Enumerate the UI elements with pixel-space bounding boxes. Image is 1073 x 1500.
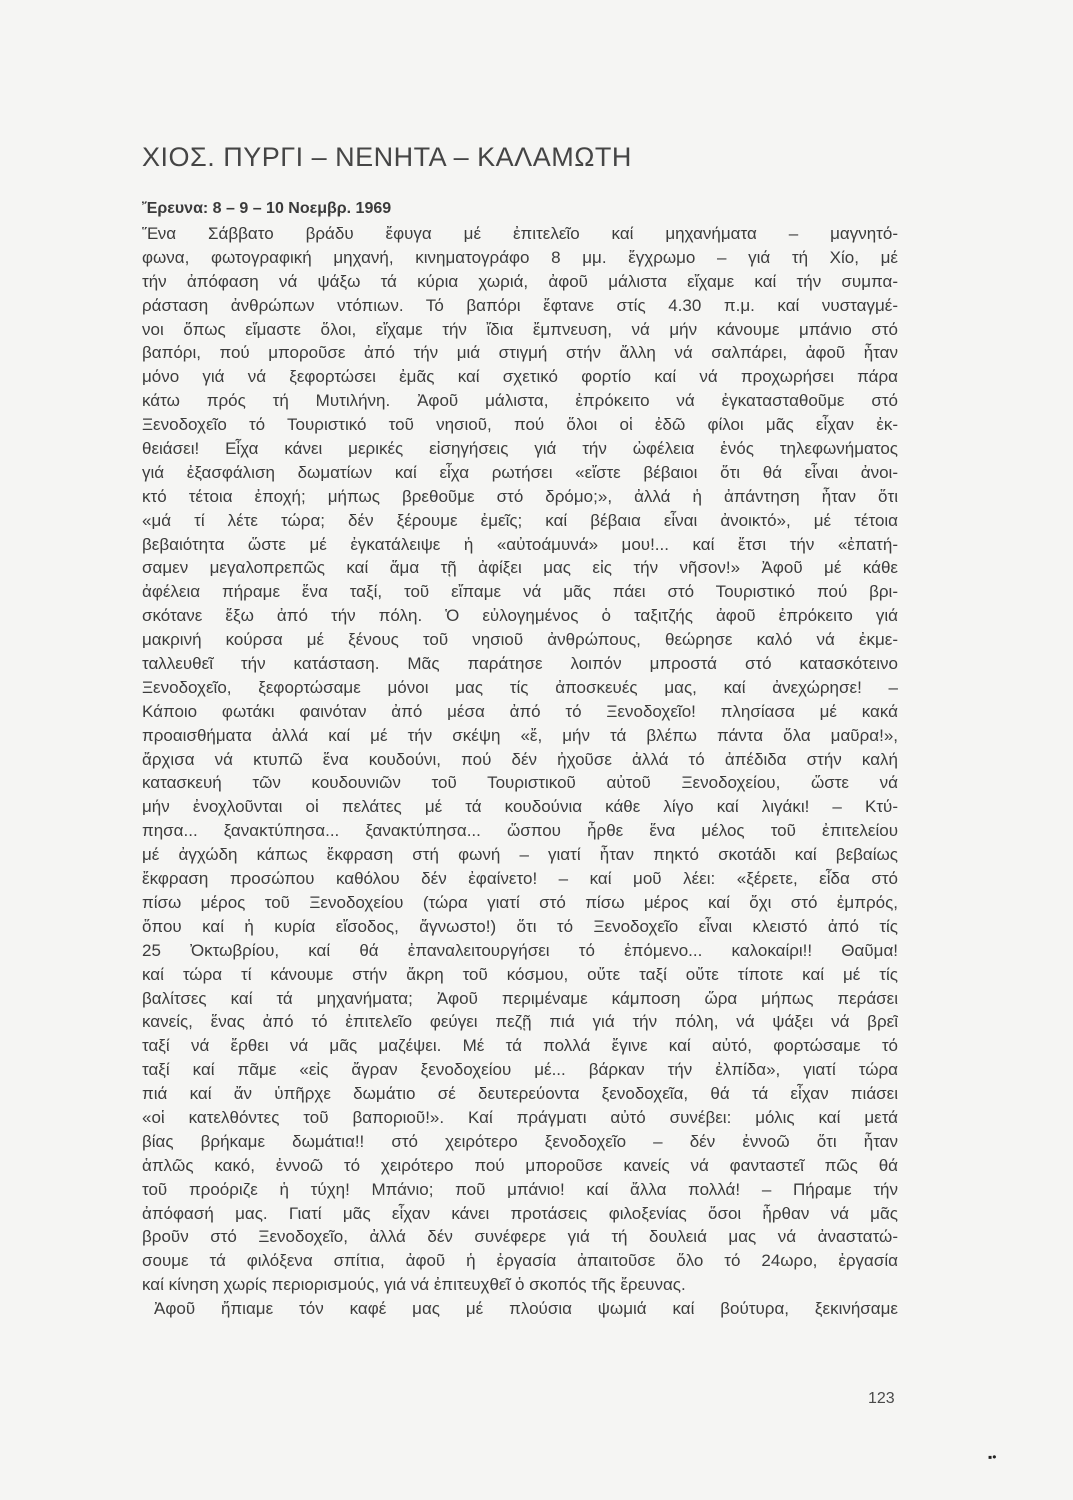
body-line: πιά καί ἄν ὑπῆρχε δωμάτιο σέ δευτερεύοντα ξενοδοχεῖα, θά τά εἶχαν πιάσει	[142, 1084, 898, 1104]
body-line: ταξί νά ἔρθει νά μᾶς μαζέψει. Μέ τά πολλά ἔγινε καί αὐτό, φορτώσαμε τό	[142, 1036, 898, 1056]
body-line: Ξενοδοχεῖο, ξεφορτώσαμε μόνοι μας τίς ἀποσκευές μας, καί ἀνεχώρησε! –	[142, 677, 898, 697]
body-line: πίσω μέρος τοῦ Ξενοδοχείου (τώρα γιατί στό πίσω μέρος καί ὄχι στό ἐμπρός,	[142, 892, 898, 912]
body-line: καί κίνηση χωρίς περιορισμούς, γιά νά ἐπιτευχθεῖ ὁ σκοπός τῆς ἔρευνας.	[142, 1275, 686, 1295]
body-line: τοῦ προόριζε ἡ τύχη! Μπάνιο; ποῦ μπάνιο! καί ἄλλα πολλά! – Πήραμε τήν	[142, 1179, 898, 1199]
body-line: βροῦν στό Ξενοδοχεῖο, ἀλλά δέν συνέφερε γιά τή δουλειά μας νά ἀναστατώ-	[142, 1227, 898, 1247]
body-line: νοι ὅπως εἴμαστε ὅλοι, εἴχαμε τήν ἴδια ἔμπνευση, νά μήν κάνουμε μπάνιο στό	[142, 319, 898, 339]
body-line: Κάποιο φωτάκι φαινόταν ἀπό μέσα ἀπό τό Ξενοδοχεῖο! πλησίασα μέ κακά	[142, 701, 898, 721]
body-line: Ἀφοῦ ἤπιαμε τόν καφέ μας μέ πλούσια ψωμιά καί βούτυρα, ξεκινήσαμε	[154, 1299, 898, 1319]
body-line: ἀφέλεια πήραμε ἕνα ταξί, τοῦ εἴπαμε νά μᾶς πάει στό Τουριστικό πού βρι-	[142, 582, 898, 602]
body-line: 25 Ὀκτωβρίου, καί θά ἐπαναλειτουργήσει τό ἑπόμενο... καλοκαίρι!! Θαῦμα!	[142, 940, 898, 960]
body-line: καί τώρα τί κάνουμε στήν ἄκρη τοῦ κόσμου, οὔτε ταξί οὔτε τίποτε καί μέ τίς	[142, 964, 898, 984]
body-line: τήν ἀπόφαση νά ψάξω τά κύρια χωριά, ἀφοῦ μάλιστα εἴχαμε καί τήν συμπα-	[142, 271, 898, 291]
page-title: ΧΙΟΣ. ΠΥΡΓΙ – ΝΕΝΗΤΑ – ΚΑΛΑΜΩΤΗ	[142, 142, 632, 172]
body-line: μόνο γιά νά ξεφορτώσει ἐμᾶς καί σχετικό φορτίο καί νά προχωρήσει πάρα	[142, 367, 898, 387]
scan-mark-icon: ▪•	[988, 1450, 997, 1464]
body-line: κατασκευή τῶν κουδουνιῶν τοῦ Τουριστικοῦ αὐτοῦ Ξενοδοχείου, ὥστε νά	[142, 773, 898, 793]
body-line: μέ ἀγχώδη κάπως ἔκφραση στή φωνή – γιατί ἦταν πηκτό σκοτάδι καί βεβαίως	[142, 845, 898, 865]
body-line: ράσταση ἀνθρώπων ντόπιων. Τό βαπόρι ἔφτανε στίς 4.30 π.μ. καί νυσταγμέ-	[142, 295, 898, 315]
body-line: κανείς, ἕνας ἀπό τό ἐπιτελεῖο φεύγει πεζῇ πιά γιά τήν πόλη, νά ψάξει νά βρεῖ	[142, 1012, 898, 1032]
body-line: ὅπου καί ἡ κυρία εἴσοδος, ἄγνωστο!) ὅτι τό Ξενοδοχεῖο εἶναι κλειστό ἀπό τίς	[142, 916, 898, 936]
body-line: βίας βρήκαμε δωμάτια!! στό χειρότερο ξενοδοχεῖο – δέν ἐννοῶ ὅτι ἦταν	[142, 1131, 898, 1151]
body-line: μήν ἐνοχλοῦνται οἱ πελάτες μέ τά κουδούνια κάθε λίγο καί λιγάκι! – Κτύ-	[142, 797, 898, 817]
body-line: σαμεν μεγαλοπρεπῶς καί ἅμα τῇ ἀφίξει μας εἰς τήν νῆσον!» Ἀφοῦ μέ κάθε	[142, 558, 898, 578]
body-line: Ἕνα Σάββατο βράδυ ἔφυγα μέ ἐπιτελεῖο καί μηχανήματα – μαγνητό-	[142, 224, 898, 243]
body-line: κτό τέτοια ἐποχή; μήπως βρεθοῦμε στό δρόμο;», ἀλλά ἡ ἀπάντηση ἦταν ὅτι	[142, 486, 898, 506]
body-line: βαλίτσες καί τά μηχανήματα; Ἀφοῦ περιμέναμε κάμποση ὥρα μήπως περάσει	[142, 988, 898, 1008]
body-line: «μά τί λέτε τώρα; δέν ξέρουμε ἐμεῖς; καί βέβαια εἶναι ἀνοικτό», μέ τέτοια	[142, 510, 898, 530]
body-line: ἔκφραση προσώπου καθόλου δέν ἐφαίνετο! – καί μοῦ λέει: «ξέρετε, εἶδα στό	[142, 869, 898, 889]
body-line: γιά ἐξασφάλιση δωματίων καί εἶχα ρωτήσει «εἴστε βέβαιοι ὅτι θά εἶναι ἀνοι-	[142, 462, 898, 482]
body-line: ταξί καί πᾶμε «εἰς ἄγραν ξενοδοχείου μέ... βάρκαν τήν ἐλπίδα», γιατί τώρα	[142, 1060, 898, 1080]
body-line: μακρινή κούρσα μέ ξένους τοῦ νησιοῦ ἀνθρώπους, θεώρησε καλό νά ἐκμε-	[142, 630, 898, 650]
article-body	[142, 222, 898, 1321]
body-line: βεβαιότητα ὥστε μέ ἐγκατάλειψε ἡ «αὐτοάμυνά» μου!... καί ἔτσι τήν «ἐπατή-	[142, 534, 898, 554]
body-line: Ξενοδοχεῖο τό Τουριστικό τοῦ νησιοῦ, πού ὅλοι οἱ ἐδῶ φίλοι μᾶς εἶχαν ἐκ-	[142, 415, 898, 435]
body-line: ἀπόφασή μας. Γιατί μᾶς εἶχαν κάνει προτάσεις φιλοξενίας ὅσοι ἦρθαν νά μᾶς	[142, 1203, 898, 1223]
body-line: ἁπλῶς κακό, ἐννοῶ τό χειρότερο πού μποροῦσε κανείς νά φανταστεῖ πῶς θά	[142, 1155, 898, 1175]
body-line: πησα... ξανακτύπησα... ξανακτύπησα... ὥσπου ἦρθε ἕνα μέλος τοῦ ἐπιτελείου	[142, 821, 898, 841]
body-line: θειάσει! Εἶχα κάνει μερικές εἰσηγήσεις γιά τήν ὠφέλεια ἑνός τηλεφωνήματος	[142, 439, 898, 459]
body-line: βαπόρι, πού μποροῦσε ἀπό τήν μιά στιγμή στήν ἄλλη νά σαλπάρει, ἀφοῦ ἦταν	[142, 343, 898, 363]
body-line: ἄρχισα νά κτυπῶ ἕνα κουδούνι, πού δέν ἠχοῦσε ἀλλά τό ἀπέδιδα στήν καλή	[142, 749, 898, 769]
body-line: σκότανε ἔξω ἀπό τήν πόλη. Ὁ εὐλογημένος ὁ ταξιτζής ἀφοῦ ἐπρόκειτο γιά	[142, 606, 898, 626]
body-line: ταλλευθεῖ τήν κατάσταση. Μᾶς παράτησε λοιπόν μπροστά στό κατασκότεινο	[142, 654, 898, 674]
body-line: κάτω πρός τή Μυτιλήνη. Ἀφοῦ μάλιστα, ἐπρόκειτο νά ἐγκατασταθοῦμε στό	[142, 391, 898, 411]
body-line: σουμε τά φιλόξενα σπίτια, ἀφοῦ ἡ ἐργασία ἀπαιτοῦσε ὅλο τό 24ωρο, ἐργασία	[142, 1251, 898, 1271]
body-line: προαισθήματα ἀλλά καί μέ τήν σκέψη «ἔ, μήν τά βλέπω πάντα ὅλα μαῦρα!»,	[142, 725, 898, 745]
body-line: «οἱ κατελθόντες τοῦ βαποριοῦ!». Καί πράγματι αὐτό συνέβει: μόλις καί μετά	[142, 1107, 898, 1127]
page-number: 123	[868, 1390, 895, 1407]
body-line: φωνα, φωτογραφική μηχανή, κινηματογράφο 8 μμ. ἔγχρωμο – γιά τή Χίο, μέ	[142, 247, 898, 267]
research-date-heading: Ἔρευνα: 8 – 9 – 10 Νοεμβρ. 1969	[142, 200, 392, 217]
